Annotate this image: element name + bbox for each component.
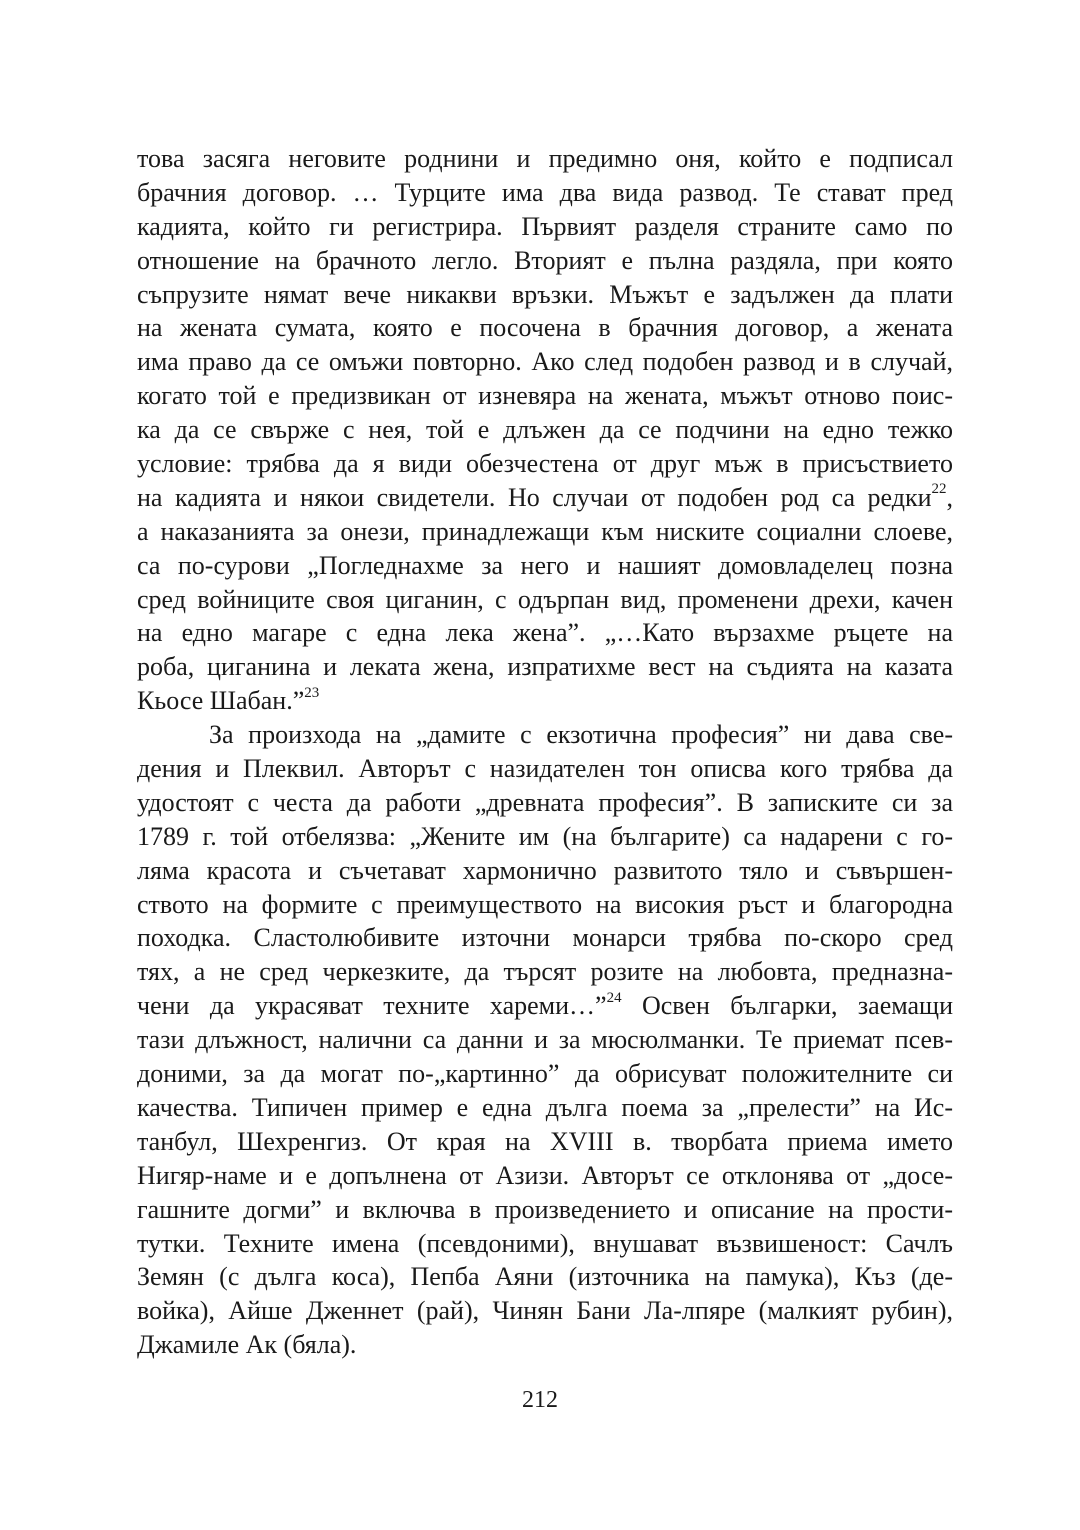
text-line: качества. Типичен пример е една дълга поема за „прелести” на Ис- xyxy=(137,1092,953,1122)
text-line: на едно магаре с една лека жена”. „…Като вързахме ръцете на xyxy=(137,618,953,648)
text-line: когато той е предизвикан от изневяра на жената, мъжът отново поис- xyxy=(137,381,953,411)
text-line xyxy=(137,989,953,1023)
text-line: Джамиле Ак (бяла). xyxy=(137,1330,357,1360)
footnote-ref-22: 22 xyxy=(931,481,947,498)
text-line: роба, циганина и леката жена, изпратихме вест на съдията на казата xyxy=(137,652,953,682)
text-line: тутки. Техните имена (псевдоними), внушават възвишеност: Сачлъ xyxy=(137,1228,953,1258)
text-line: походка. Сластолюбивите източни монарси трябва по-скоро сред xyxy=(137,923,953,953)
text-line: ка да се свърже с нея, той е длъжен да се подчини на едно тежко xyxy=(137,415,953,445)
line-text-tail: , xyxy=(946,482,953,512)
text-line: танбул, Шехренгиз. От края на XVIII в. творбата приема името xyxy=(137,1126,953,1156)
text-line xyxy=(137,684,953,718)
line-text: на кадията и някои свидетели. Но случаи от подобен род са редки xyxy=(137,482,932,512)
text-line: ството на формите с преимуществото на високия ръст и благородна xyxy=(137,889,953,919)
text-line: войка), Айше Дженнет (рай), Чинян Бани Ла-лпяре (малкият рубин), xyxy=(137,1296,953,1326)
text-line: сред войниците своя циганин, с одърпан вид, променени дрехи, качен xyxy=(137,584,953,614)
text-line: удостоят с честа да работи „древната професия”. В записките си за xyxy=(137,787,953,817)
text-line: тази длъжност, налични са данни и за мюсюлманки. Те приемат псев- xyxy=(137,1025,953,1055)
body-text xyxy=(137,142,953,1362)
text-line: тях, а не сред черкезките, да търсят розите на любовта, предназна- xyxy=(137,957,953,987)
line-text: чени да украсяват техните хареми…” xyxy=(137,991,607,1021)
text-line: дения и Плеквил. Авторът с назидателен тон описва кого трябва да xyxy=(137,754,953,784)
text-line: 1789 г. той отбелязва: „Жените им (на българите) са надарени с го- xyxy=(137,821,953,851)
text-line: гашните догми” и включва в произведението и описание на прости- xyxy=(137,1194,953,1224)
text-line: съпрузите нямат вече никакви връзки. Мъжът е задължен да плати xyxy=(137,279,953,309)
text-line: на жената сумата, която е посочена в брачния договор, а жената xyxy=(137,313,953,343)
page-number: 212 xyxy=(522,1387,558,1413)
text-line: а наказанията за онези, принадлежащи към ниските социални слоеве, xyxy=(137,516,953,546)
line-text-tail: Освен българки, заемащи xyxy=(621,991,953,1021)
text-line xyxy=(137,481,953,515)
text-line: Земян (с дълга коса), Пепба Аяни (източника на памука), Къз (де- xyxy=(137,1262,953,1292)
footnote-ref-23: 23 xyxy=(304,684,320,701)
paragraph-1 xyxy=(137,142,953,718)
text-line: има право да се омъжи повторно. Ако след подобен развод и в случай, xyxy=(137,347,953,377)
text-line: ляма красота и съчетават хармонично развитото тяло и съвършен- xyxy=(137,855,953,885)
line-text: Кьосе Шабан.” xyxy=(137,686,305,716)
text-line: отношение на брачното легло. Вторият е пълна раздяла, при която xyxy=(137,245,953,275)
text-line: За произхода на „дамите с екзотична професия” ни дава све- xyxy=(209,720,953,750)
paragraph-2 xyxy=(137,718,953,1362)
text-line: брачния договор. … Турците има два вида развод. Те стават пред xyxy=(137,177,953,207)
text-line: доними, за да могат по-„картинно” да обрисуват положителните си xyxy=(137,1059,953,1089)
text-line: кадията, който ги регистрира. Първият разделя страните само по xyxy=(137,211,953,241)
text-line: условие: трябва да я види обезчестена от друг мъж в присъствието xyxy=(137,449,953,479)
text-line: това засяга неговите роднини и предимно оня, който е подписал xyxy=(137,144,953,173)
text-line: Нигяр-наме и е допълнена от Азизи. Авторът се отклонява от „досе- xyxy=(137,1160,953,1190)
text-line: са по-сурови „Погледнахме за него и нашият домовладелец позна xyxy=(137,550,953,580)
footnote-ref-24: 24 xyxy=(606,989,622,1006)
